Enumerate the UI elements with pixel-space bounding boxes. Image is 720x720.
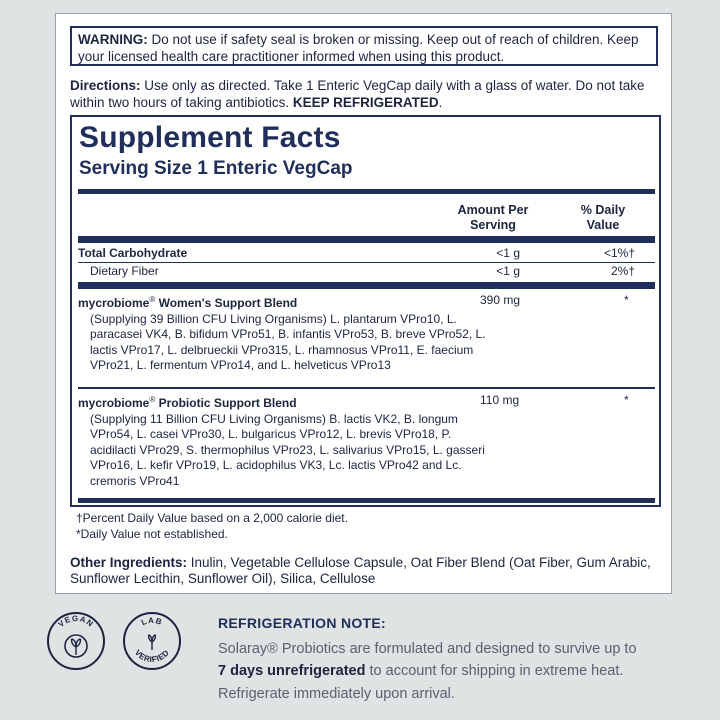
other-text: Inulin, Vegetable Cellulose Capsule, Oat Fiber Blend (Oat Fiber, Gum Arabic, Sunflower Lecithin, Sunflower Oil), Silica, Cellulose <box>70 555 651 586</box>
blend-brand: mycrobiome <box>78 296 150 310</box>
directions <box>70 77 660 111</box>
blend-ingredients: (Supplying 39 Billion CFU Living Organisms) L. plantarum VPro10, L. paracasei VK4, B. bifidum VPro51, B. infantis VPro53, B. breve VPro52, L. lactis VPro17, L. delbrueckii VPro315, L. rhamnosus VPro11, E. faecium VPro21, L. fermentum VPro14, and L. helveticus VPro13 <box>90 311 486 372</box>
blend-amount: 390 mg <box>480 293 521 307</box>
warning-text: Do not use if safety seal is broken or missing. Keep out of reach of children. Keep your licensed health care practitioner informed when using this product. <box>78 32 639 64</box>
lab-text: LAB <box>140 615 164 628</box>
directions-text: Use only as directed. Take 1 Enteric VegCap daily with a glass of water. Do not take within two hours of taking antibiotics. <box>70 78 645 110</box>
svg-text:LAB <box>140 616 164 627</box>
divider-thick <box>78 236 655 243</box>
blend-womens <box>78 292 488 374</box>
vegan-icon <box>46 611 106 671</box>
serving-size: Serving Size 1 Enteric VegCap <box>79 158 353 179</box>
footnote-dv: †Percent Daily Value based on a 2,000 calorie diet. <box>76 511 348 525</box>
blend-probiotic <box>78 392 488 489</box>
nutrient-name: Total Carbohydrate <box>78 246 188 260</box>
warning-label: WARNING: <box>78 32 148 47</box>
col-amount-header: Amount Per Serving <box>457 203 529 232</box>
refrigeration-note <box>218 612 688 705</box>
nutrient-amount: <1 g <box>496 246 520 260</box>
other-label: Other Ingredients: <box>70 555 188 570</box>
divider-thick <box>78 282 655 289</box>
warning-box <box>70 26 658 66</box>
lab-verified-icon <box>122 611 182 671</box>
blend-name: Women's Support Blend <box>155 296 298 310</box>
blend-dv: * <box>624 293 629 307</box>
blend-name: Probiotic Support Blend <box>155 396 297 410</box>
divider-thick <box>78 189 655 194</box>
directions-end: . <box>438 95 443 110</box>
refrigeration-bold: 7 days unrefrigerated <box>218 663 366 679</box>
blend-mark: ® <box>149 295 156 304</box>
refrigeration-line1: Solaray® Probiotics are formulated and designed to survive up to <box>218 640 637 657</box>
other-ingredients <box>70 555 660 587</box>
blend-mark: ® <box>149 395 156 404</box>
nutrient-dv: 2%† <box>610 264 635 278</box>
divider-thin <box>78 262 655 263</box>
nutrient-amount: <1 g <box>496 264 520 278</box>
blend-ingredients: (Supplying 11 Billion CFU Living Organisms) B. lactis VK2, B. longum VPro54, L. casei VPro30, L. bulgaricus VPro12, L. brevis VPro18, P. acidilacti VPro29, S. thermophilus VPro23, L. salivarius VPro15, L. gasseri VPro16, L. kefir VPro19, L. acidophilus VK3, Lc. lactis VPro42 and Lc. cremoris VPro41 <box>90 411 485 488</box>
facts-title: Supplement Facts <box>79 121 341 154</box>
blend-amount: 110 mg <box>480 393 520 407</box>
divider-thick <box>78 498 655 503</box>
supplement-facts-panel <box>70 115 661 507</box>
blend-dv: * <box>624 393 629 407</box>
verified-text: VERIFIED <box>132 648 172 665</box>
footnote-established: *Daily Value not established. <box>76 527 228 541</box>
refrigeration-line3: Refrigerate immediately upon arrival. <box>218 685 455 702</box>
col-dv-header: % Daily Value <box>580 203 626 232</box>
divider-thin <box>78 387 655 389</box>
refrigeration-title: REFRIGERATION NOTE: <box>218 615 386 631</box>
directions-emphasis: KEEP REFRIGERATED <box>292 95 439 110</box>
blend-brand: mycrobiome <box>78 396 150 410</box>
svg-text:VERIFIED <box>133 648 171 664</box>
refrigeration-line2-text: to account for shipping in extreme heat. <box>365 663 624 679</box>
vegan-text: VEGAN <box>56 613 96 630</box>
supplement-label <box>55 13 672 594</box>
directions-label: Directions: <box>70 78 141 93</box>
refrigeration-line2 <box>218 660 688 683</box>
nutrient-name: Dietary Fiber <box>90 264 159 278</box>
nutrient-dv: <1%† <box>603 246 635 260</box>
